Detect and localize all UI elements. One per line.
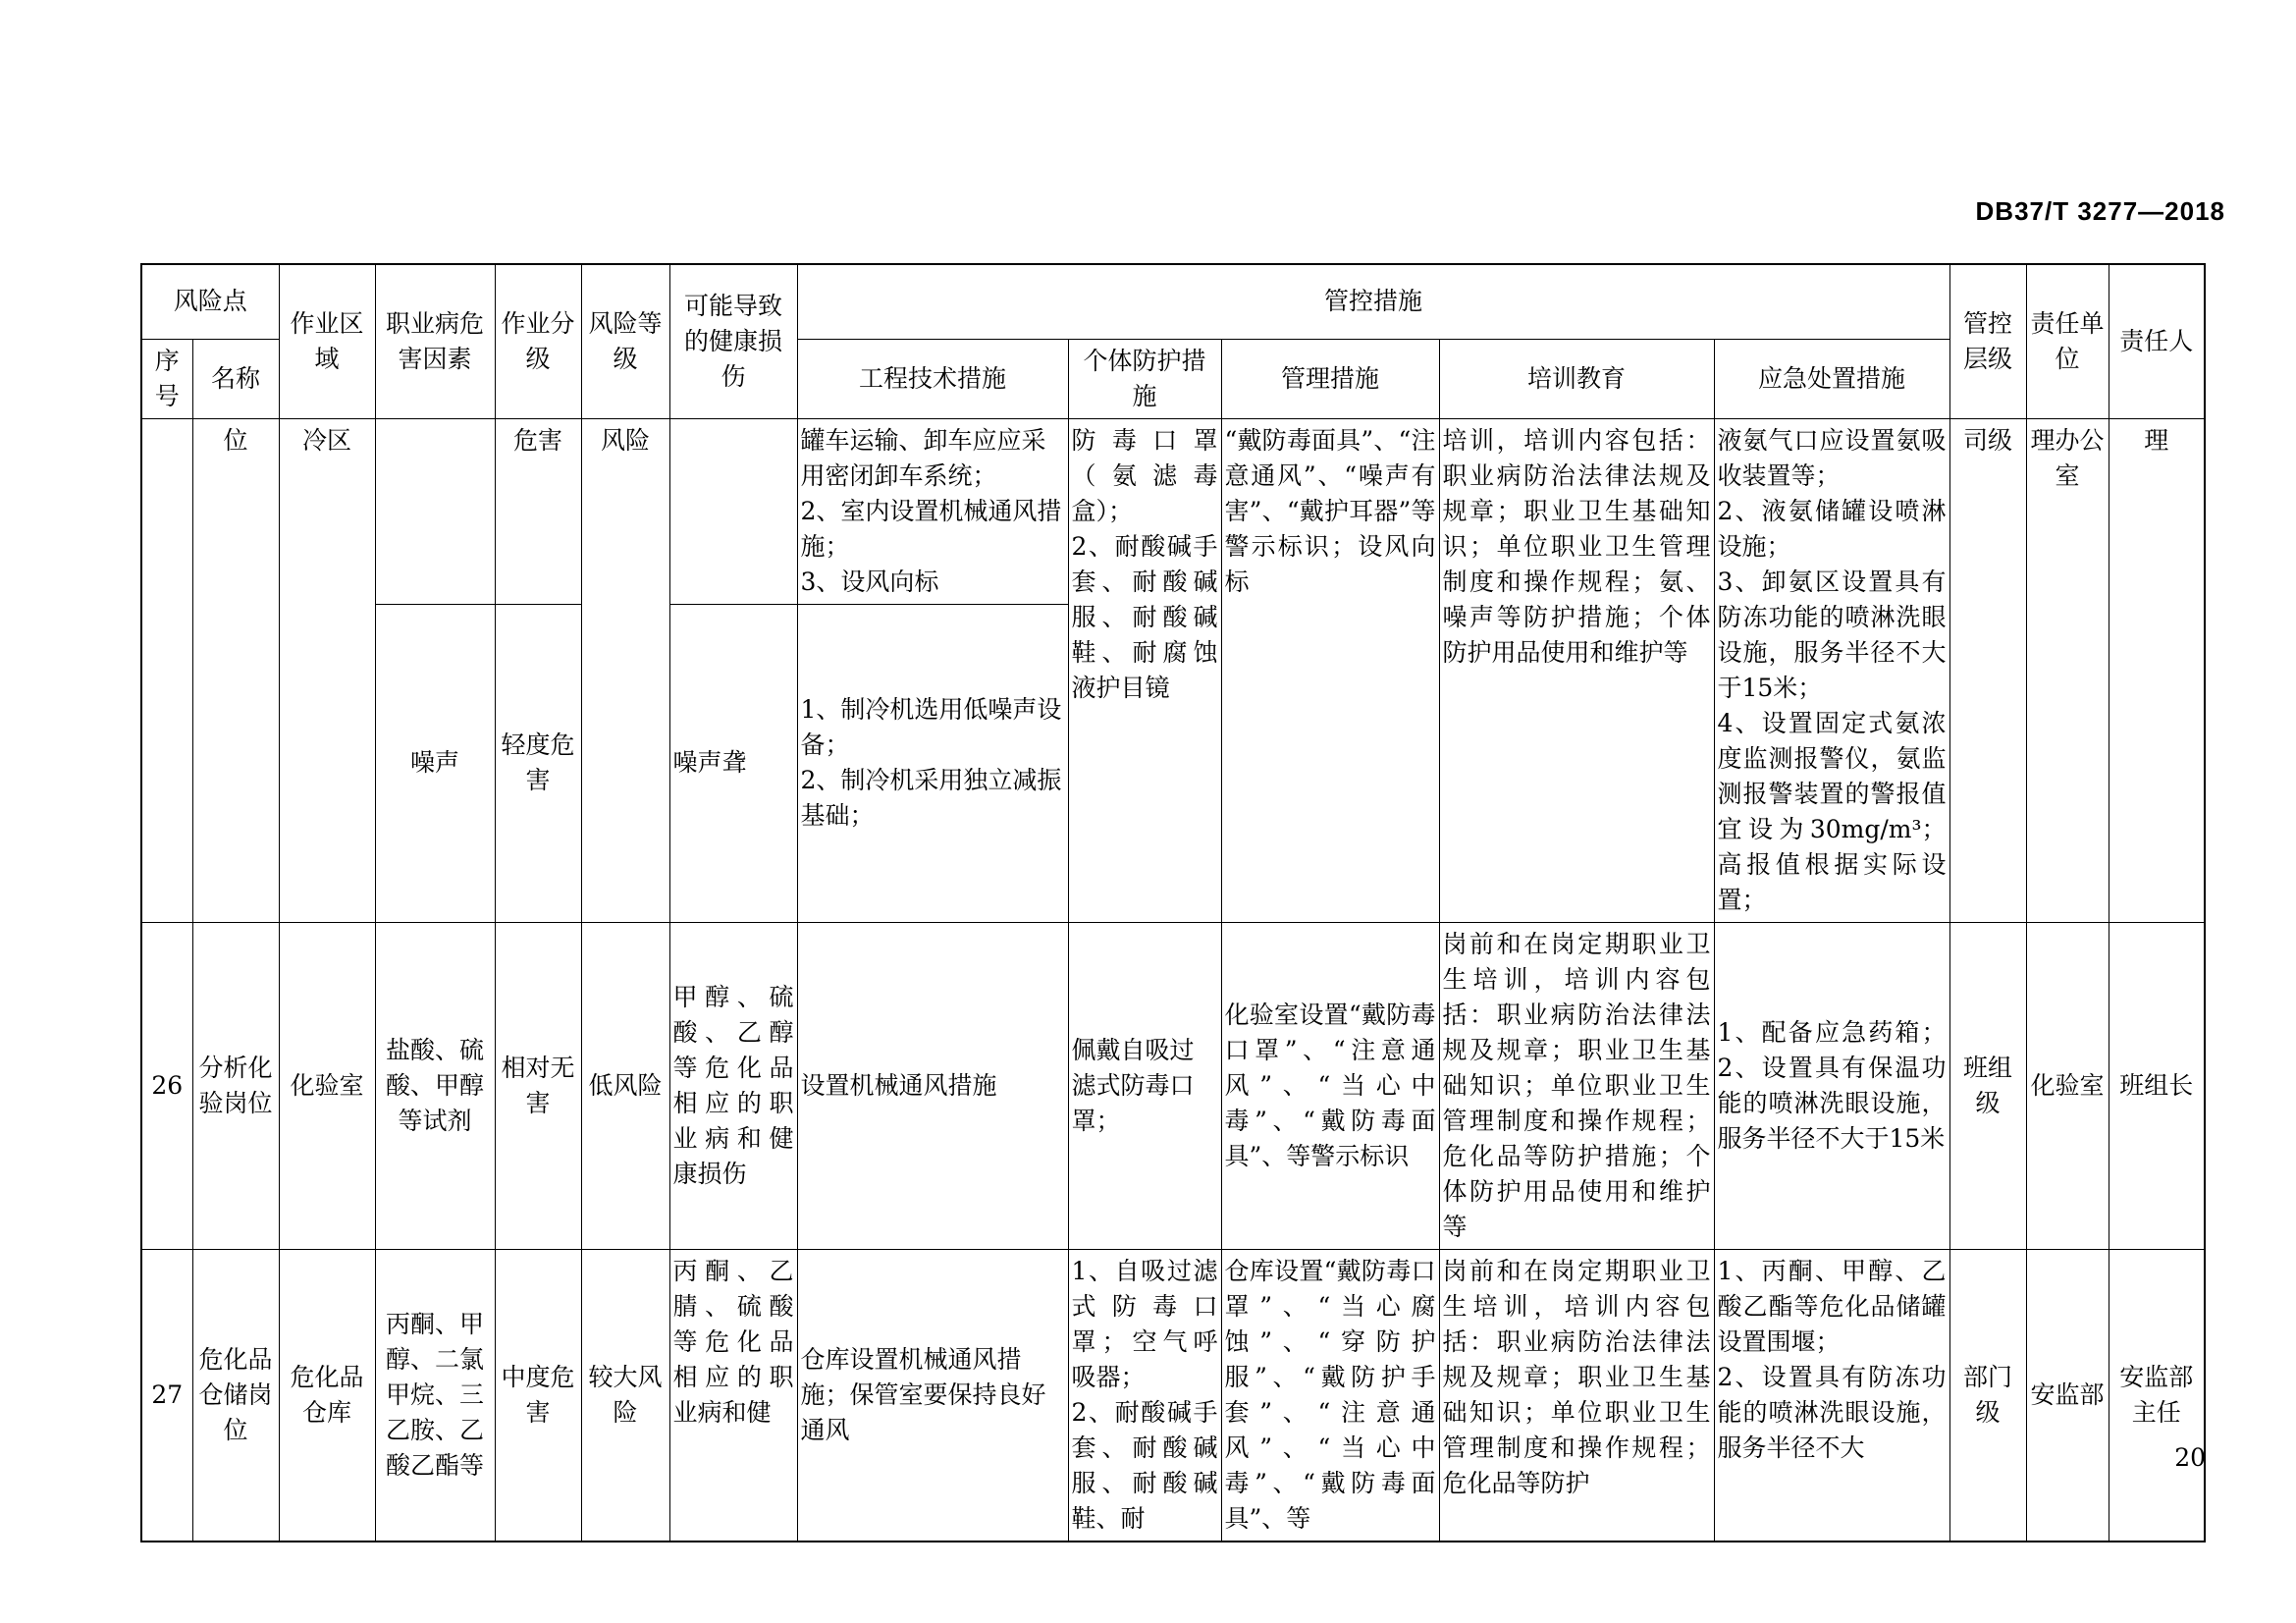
header-work-grade: 作业分级 bbox=[495, 264, 581, 418]
header-emergency: 应急处置措施 bbox=[1714, 339, 1949, 418]
cell-work-area: 化验室 bbox=[279, 922, 375, 1249]
header-control-level: 管控层级 bbox=[1949, 264, 2026, 418]
cell-damage: 噪声聋 bbox=[669, 604, 797, 922]
cell-work-area: 危化品仓库 bbox=[279, 1249, 375, 1542]
header-risk-level: 风险等级 bbox=[581, 264, 669, 418]
cell-ppe: 1、自吸过滤式防毒口罩；空气呼吸器； 2、耐酸碱手套、耐酸碱服、耐酸碱鞋、耐 bbox=[1068, 1249, 1221, 1542]
cell-risk-level: 低风险 bbox=[581, 922, 669, 1249]
cell-name: 分析化验岗位 bbox=[192, 922, 279, 1249]
header-work-area: 作业区域 bbox=[279, 264, 375, 418]
cell-resp-unit: 理办公室 bbox=[2026, 418, 2109, 922]
cell-ppe: 防毒口罩（氨滤毒盒）； 2、耐酸碱手套、耐酸碱服、耐酸碱鞋、耐腐蚀液护目镜 bbox=[1068, 418, 1221, 922]
header-hazard-factor: 职业病危害因素 bbox=[375, 264, 495, 418]
cell-control-level: 部门级 bbox=[1949, 1249, 2026, 1542]
cell-resp-person: 班组长 bbox=[2109, 922, 2205, 1249]
table-row bbox=[141, 1249, 2205, 1542]
table-row bbox=[141, 418, 2205, 604]
cell-engineering: 设置机械通风措施 bbox=[797, 922, 1068, 1249]
cell-grade: 轻度危害 bbox=[495, 604, 581, 922]
cell-training: 培训，培训内容包括：职业病防治法律法规及规章；职业卫生基础知识；单位职业卫生管理制度和操作规程；氨、噪声等防护措施；个体防护用品使用和维护等 bbox=[1439, 418, 1714, 922]
header-seq: 序号 bbox=[141, 339, 192, 418]
cell-hazard: 丙酮、甲醇、二氯甲烷、三乙胺、乙酸乙酯等 bbox=[375, 1249, 495, 1542]
cell-damage: 甲醇、硫酸、乙醇等危化品相应的职业病和健康损伤 bbox=[669, 922, 797, 1249]
cell-hazard: 盐酸、硫酸、甲醇等试剂 bbox=[375, 922, 495, 1249]
cell-engineering: 罐车运输、卸车应应采用密闭卸车系统； 2、室内设置机械通风措施； 3、设风向标 bbox=[797, 418, 1068, 604]
cell-name: 位 bbox=[192, 418, 279, 922]
cell-seq bbox=[141, 418, 192, 922]
header-training: 培训教育 bbox=[1439, 339, 1714, 418]
cell-management: 仓库设置“戴防毒口罩”、“当心腐蚀”、“穿防护服”、“戴防护手套”、“注意通风”、“当心中毒”、“戴防毒面具”、等 bbox=[1221, 1249, 1439, 1542]
header-control-measures: 管控措施 bbox=[797, 264, 1949, 339]
header-risk-point: 风险点 bbox=[141, 264, 279, 339]
header-ppe: 个体防护措施 bbox=[1068, 339, 1221, 418]
cell-grade: 中度危害 bbox=[495, 1249, 581, 1542]
header-management: 管理措施 bbox=[1221, 339, 1439, 418]
cell-resp-person: 理 bbox=[2109, 418, 2205, 922]
cell-grade: 危害 bbox=[495, 418, 581, 604]
header-resp-person: 责任人 bbox=[2109, 264, 2205, 418]
header-resp-unit: 责任单位 bbox=[2026, 264, 2109, 418]
page-number: 20 bbox=[2174, 1443, 2206, 1472]
cell-damage: 丙酮、乙腈、硫酸等危化品相应的职业病和健 bbox=[669, 1249, 797, 1542]
cell-control-level: 司级 bbox=[1949, 418, 2026, 922]
header-health-damage: 可能导致的健康损伤 bbox=[669, 264, 797, 418]
cell-risk-level: 风险 bbox=[581, 418, 669, 922]
cell-seq: 26 bbox=[141, 922, 192, 1249]
header-engineering: 工程技术措施 bbox=[797, 339, 1068, 418]
cell-emergency: 1、丙酮、甲醇、乙酸乙酯等危化品储罐设置围堰； 2、设置具有防冻功能的喷淋洗眼设施，服务半径不大 bbox=[1714, 1249, 1949, 1542]
cell-engineering: 仓库设置机械通风措施；保管室要保持良好通风 bbox=[797, 1249, 1068, 1542]
document-code: DB37/T 3277—2018 bbox=[1975, 196, 2225, 226]
risk-control-table bbox=[140, 263, 2206, 1542]
cell-resp-unit: 化验室 bbox=[2026, 922, 2109, 1249]
cell-management: 化验室设置“戴防毒口罩”、“注意通风”、“当心中毒”、“戴防毒面具”、等警示标识 bbox=[1221, 922, 1439, 1249]
cell-hazard bbox=[375, 418, 495, 604]
cell-work-area: 冷区 bbox=[279, 418, 375, 922]
cell-ppe: 佩戴自吸过滤式防毒口罩； bbox=[1068, 922, 1221, 1249]
cell-emergency: 1、配备应急药箱；2、设置具有保温功能的喷淋洗眼设施，服务半径不大于15米 bbox=[1714, 922, 1949, 1249]
cell-risk-level: 较大风险 bbox=[581, 1249, 669, 1542]
cell-training: 岗前和在岗定期职业卫生培训，培训内容包括：职业病防治法律法规及规章；职业卫生基础知识；单位职业卫生管理制度和操作规程；危化品等防护措施；个体防护用品使用和维护等 bbox=[1439, 922, 1714, 1249]
cell-management: “戴防毒面具”、“注意通风”、“噪声有害”、“戴护耳器”等警示标识；设风向标 bbox=[1221, 418, 1439, 922]
cell-resp-unit: 安监部 bbox=[2026, 1249, 2109, 1542]
cell-training: 岗前和在岗定期职业卫生培训，培训内容包括：职业病防治法律法规及规章；职业卫生基础知识；单位职业卫生管理制度和操作规程；危化品等防护 bbox=[1439, 1249, 1714, 1542]
cell-damage bbox=[669, 418, 797, 604]
cell-name: 危化品仓储岗位 bbox=[192, 1249, 279, 1542]
cell-engineering: 1、制冷机选用低噪声设备； 2、制冷机采用独立减振基础； bbox=[797, 604, 1068, 922]
cell-grade: 相对无害 bbox=[495, 922, 581, 1249]
cell-resp-person: 安监部主任 bbox=[2109, 1249, 2205, 1542]
cell-seq: 27 bbox=[141, 1249, 192, 1542]
cell-hazard: 噪声 bbox=[375, 604, 495, 922]
cell-emergency: 液氨气口应设置氨吸收装置等； 2、液氨储罐设喷淋设施； 3、卸氨区设置具有防冻功能的喷淋洗眼设施，服务半径不大于15米； 4、设置固定式氨浓度监测报警仪，氨监测报警装置的警报值宜设为30mg/m³；高报值根据实际设置； bbox=[1714, 418, 1949, 922]
table-row bbox=[141, 922, 2205, 1249]
cell-control-level: 班组级 bbox=[1949, 922, 2026, 1249]
header-name: 名称 bbox=[192, 339, 279, 418]
